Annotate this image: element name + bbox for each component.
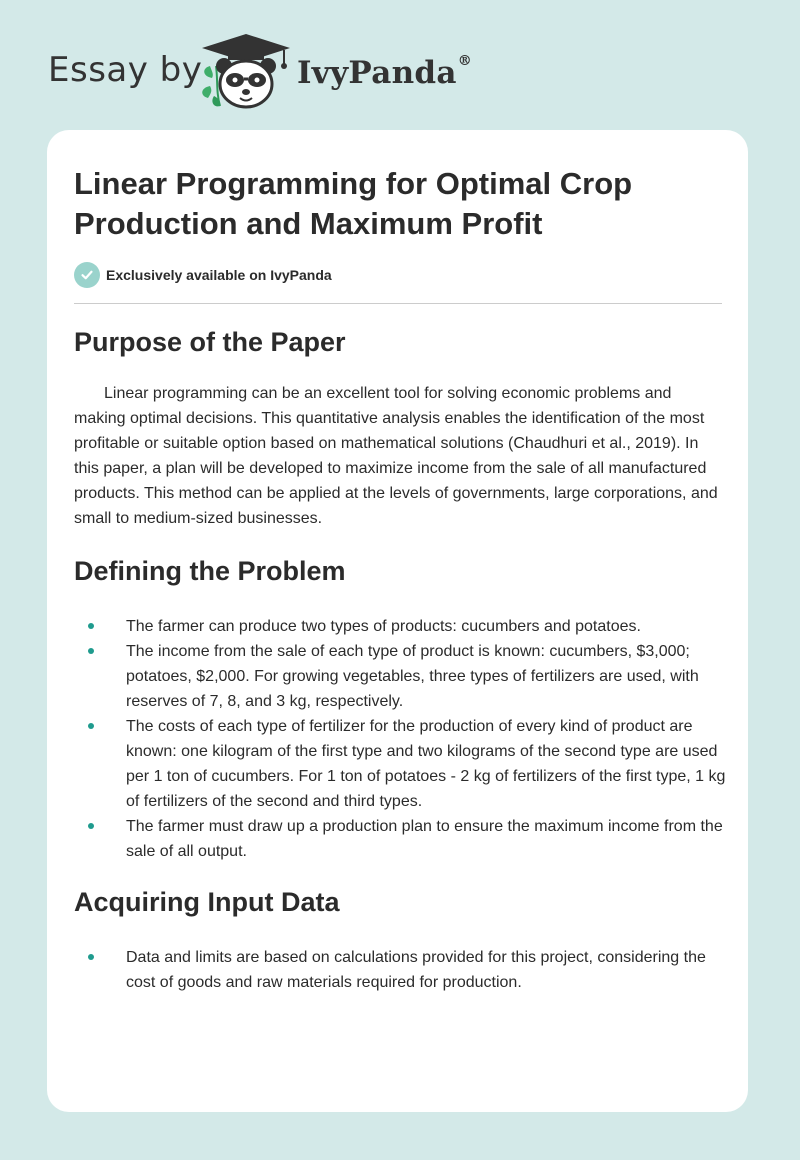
bullet-icon — [88, 723, 94, 729]
list-item: The costs of each type of fertilizer for the production of every kind of product are known: one kilogram of the first type and two kilograms of the second type are used per 1 ton of cucumbers. For 1 ton of potatoes - 2 kg of fertilizers of the first type, 1 kg of fertilizers of the second and third types. — [74, 714, 726, 814]
list-item: The farmer can produce two types of products: cucumbers and potatoes. — [74, 614, 726, 639]
article-card — [47, 130, 748, 1112]
divider — [74, 303, 722, 304]
bullet-icon — [88, 623, 94, 629]
essay-by-text: Essay by — [48, 50, 203, 90]
bullet-icon — [88, 648, 94, 654]
bullet-list-defining — [74, 614, 726, 864]
section-heading-acquiring: Acquiring Input Data — [74, 887, 340, 917]
site-header — [0, 0, 800, 120]
list-item: The income from the sale of each type of product is known: cucumbers, $3,000; potatoes, $2,000. For growing vegetables, three types of fertilizers are used, with reserves of 7, 8, and 3 kg, respectively. — [74, 639, 726, 714]
article-title: Linear Programming for Optimal Crop Production and Maximum Profit — [74, 166, 633, 241]
list-item: Data and limits are based on calculations provided for this project, considering the cost of goods and raw materials required for production. — [74, 945, 726, 995]
section-paragraph-purpose: Linear programming can be an excellent tool for solving economic problems and making optimal decisions. This quantitative analysis enables the identification of the most profitable or suitable option based on mathematical solutions (Chaudhuri et al., 2019). In this paper, a plan will be developed to maximize income from the sale of all manufactured products. This method can be applied at the levels of governments, large corporations, and small to medium-sized businesses. — [74, 385, 718, 527]
panda-logo-icon — [198, 30, 294, 110]
check-icon — [74, 262, 100, 288]
list-item: The farmer must draw up a production plan to ensure the maximum income from the sale of all output. — [74, 814, 726, 864]
bullet-icon — [88, 823, 94, 829]
exclusive-badge — [74, 262, 332, 288]
bullet-icon — [88, 954, 94, 960]
section-heading-purpose: Purpose of the Paper — [74, 327, 346, 357]
section-heading-defining: Defining the Problem — [74, 556, 346, 586]
exclusive-label: Exclusively available on IvyPanda — [106, 267, 332, 283]
article-body — [74, 324, 726, 995]
ivypanda-logo-text: IvyPanda® — [297, 53, 473, 91]
bullet-list-acquiring — [74, 945, 726, 995]
